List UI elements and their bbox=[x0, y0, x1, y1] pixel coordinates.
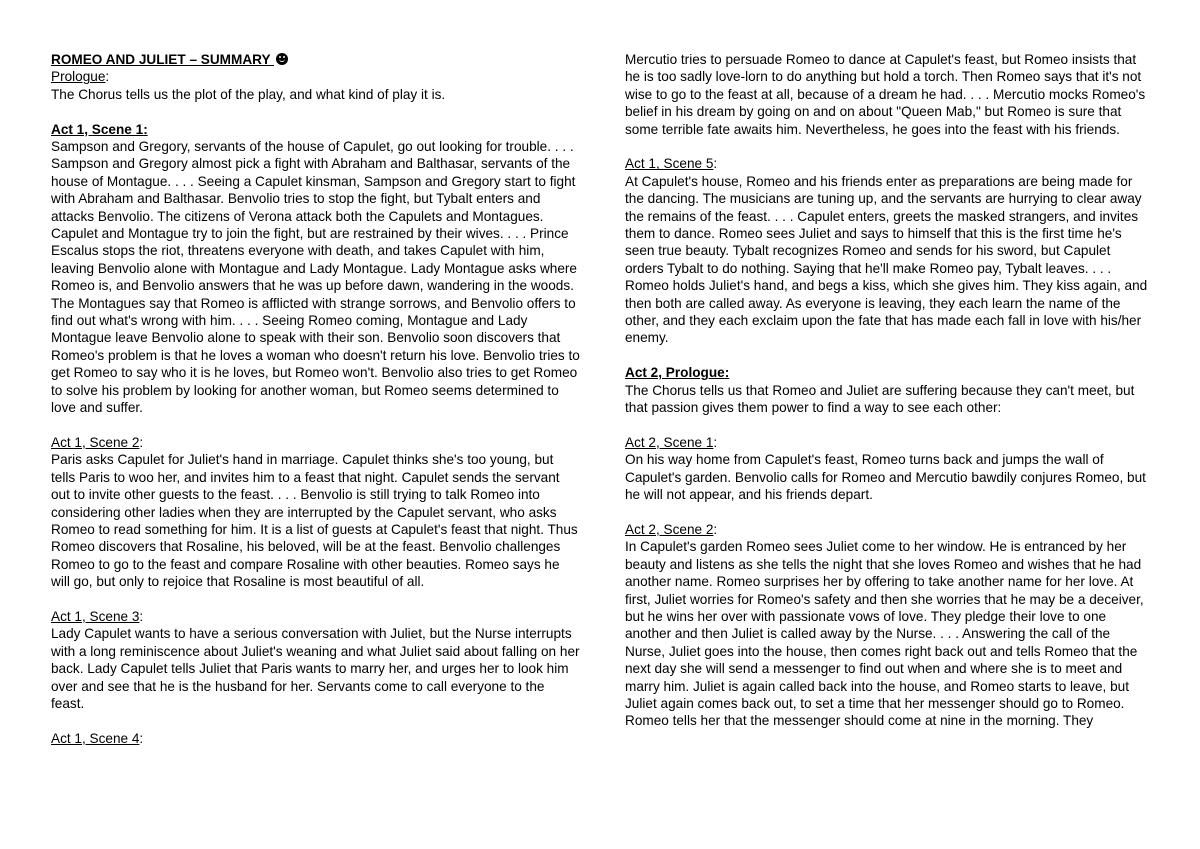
act2-prologue-heading: Act 2, Prologue: bbox=[625, 365, 730, 381]
act1-scene4-section bbox=[51, 730, 581, 747]
act2-scene1-heading: Act 2, Scene 1: bbox=[625, 434, 718, 450]
act1-scene1-heading: Act 1, Scene 1: bbox=[51, 121, 148, 137]
act1-scene1-text: Sampson and Gregory, servants of the house of Capulet, go out looking for trouble. . . . Sampson and Gregory almost pick a fight with Abraham and Balthasar, servants of the house of Montague. . . . Seeing a Capulet kinsman, Sampson and Gregory start to fight with Abraham and Balthasar. Benvolio tries to stop the fight, but Tybalt enters and attacks Benvolio. The citizens of Verona attack both the Capulets and Montagues. Capulet and Montague try to join the fight, but are restrained by their wives. . . . Prince Escalus stops the riot, threatens everyone with death, and takes Capulet with him, leaving Benvolio alone with Montague and Lady Montague. Lady Montague asks where Romeo is, and Benvolio answers that he was up before dawn, wandering in the woods. The Montagues say that Romeo is afflicted with strange sorrows, and Benvolio offers to find out what's wrong with him. . . . Seeing Romeo coming, Montague and Lady Montague leave Benvolio alone to speak with their son. Benvolio soon discovers that Romeo's problem is that he loves a woman who doesn't return his love. Benvolio tries to get Romeo to say who it is he loves, but Romeo won't. Benvolio also tries to get Romeo to solve his problem by looking for another woman, but Romeo seems determined to love and suffer. bbox=[51, 139, 580, 416]
smiley-face-icon bbox=[276, 53, 288, 65]
act1-scene1-section bbox=[51, 121, 581, 417]
prologue-text: The Chorus tells us the plot of the play, and what kind of play it is. bbox=[51, 86, 446, 102]
act2-scene2-heading: Act 2, Scene 2: bbox=[625, 521, 718, 537]
act1-scene2-heading: Act 1, Scene 2: bbox=[51, 434, 144, 450]
act1-scene4-text: Mercutio tries to persuade Romeo to dance at Capulet's feast, but Romeo insists that he is too sadly love-lorn to do anything but hold a torch. Then Romeo says that it's not wise to go to the feast at all, because of a dream he had. . . . Mercutio mocks Romeo's belief in his dream by going on and on about "Queen Mab," but Romeo is sure that some terrible fate awaits him. Nevertheless, he goes into the feast with his friends. bbox=[625, 52, 1146, 137]
act2-scene2-text: In Capulet's garden Romeo sees Juliet come to her window. He is entranced by her beauty and listens as she tells the night that she loves Romeo and wishes that he had another name. Romeo surprises her by offering to take another name for her love. At first, Juliet worries for Romeo's safety and then she worries that he may be a deceiver, but he wins her over with passionate vows of love. They pledge their love to one another and then Juliet is called away by the Nurse. . . . Answering the call of the Nurse, Juliet goes into the house, then comes right back out and tells Romeo that the next day she will send a messenger to find out when and where she is to meet and marry him. Juliet is again called back into the house, and Romeo starts to leave, but Juliet again comes back out, to set a time that her messenger should go to Romeo. Romeo tells her that the messenger should come at nine in the morning. They bbox=[625, 539, 1144, 729]
act1-scene3-section bbox=[51, 608, 581, 712]
act1-scene5-section bbox=[625, 155, 1151, 346]
act2-prologue-section bbox=[625, 364, 1151, 416]
act1-scene4-continued-section bbox=[625, 51, 1151, 138]
act1-scene5-text: At Capulet's house, Romeo and his friends enter as preparations are being made for the dancing. The musicians are tuning up, and the servants are hurrying to clear away the remains of the feast. . . . Capulet enters, greets the masked strangers, and invites them to dance. Romeo sees Juliet and says to himself that this is the first time he's seen true beauty. Tybalt recognizes Romeo and sends for his sword, but Capulet orders Tybalt to do nothing. Saying that he'll make Romeo pay, Tybalt leaves. . . . Romeo holds Juliet's hand, and begs a kiss, which she gives him. They kiss again, and then both are called away. As everyone is leaving, they each learn the name of the other, and they each exclaim upon the fate that has made each fall in love with his/her enemy. bbox=[625, 173, 1148, 346]
act2-scene1-text: On his way home from Capulet's feast, Romeo turns back and jumps the wall of Capulet's garden. Benvolio calls for Romeo and Mercutio bawdily conjures Romeo, but he will not appear, and his friends depart. bbox=[625, 452, 1146, 503]
prologue-heading: Prologue: bbox=[51, 69, 110, 85]
act1-scene3-text: Lady Capulet wants to have a serious conversation with Juliet, but the Nurse interrupts with a long reminiscence about Juliet's weaning and what Juliet said about falling on her back. Lady Capulet tells Juliet that Paris wants to marry her, and urges her to look him over and see that he is the husband for her. Servants come to call everyone to the feast. bbox=[51, 626, 580, 711]
prologue-section bbox=[51, 51, 581, 103]
act1-scene5-heading: Act 1, Scene 5: bbox=[625, 156, 718, 172]
act2-prologue-text: The Chorus tells us that Romeo and Juliet are suffering because they can't meet, but that passion gives them power to find a way to see each other: bbox=[625, 382, 1135, 416]
act2-scene2-section bbox=[625, 521, 1151, 730]
act1-scene2-text: Paris asks Capulet for Juliet's hand in marriage. Capulet thinks she's too young, but tells Paris to woo her, and invites him to a feast that night. Capulet sends the servant out to invite other guests to the feast. . . . Benvolio is still trying to talk Romeo into considering other ladies when they are interrupted by the Capulet servant, who asks Romeo to read something for him. It is a list of guests at Capulet's feast that night. Thus Romeo discovers that Rosaline, his beloved, will be at the feast. Benvolio challenges Romeo to go to the feast and compare Rosaline with other beauties. Romeo says he will go, but only to rejoice that Rosaline is most beautiful of all. bbox=[51, 452, 578, 590]
right-column bbox=[625, 51, 1151, 730]
document-title: ROMEO AND JULIET – SUMMARY bbox=[51, 51, 581, 68]
left-column bbox=[51, 51, 581, 747]
act2-scene1-section bbox=[625, 434, 1151, 504]
act1-scene4-heading: Act 1, Scene 4: bbox=[51, 730, 144, 746]
act1-scene3-heading: Act 1, Scene 3: bbox=[51, 608, 144, 624]
act1-scene2-section bbox=[51, 434, 581, 591]
